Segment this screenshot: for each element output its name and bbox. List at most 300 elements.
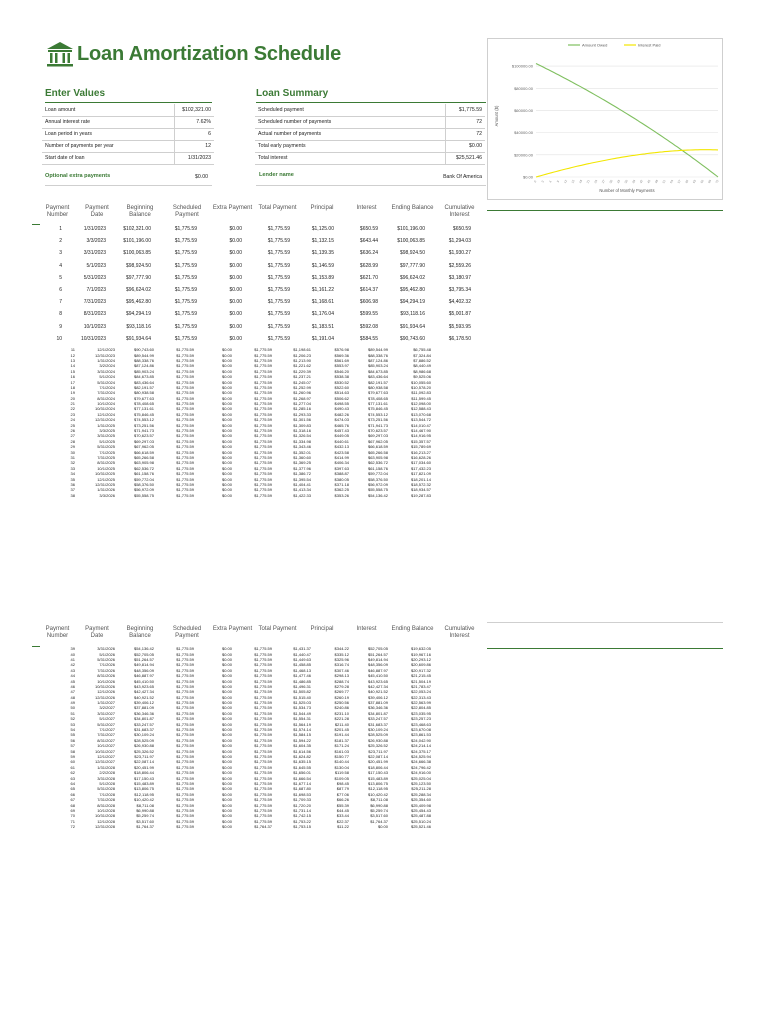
schedule-cell: $1,775.59 [254,802,272,808]
input-label: Start date of loan [42,152,174,164]
schedule-cell: $1,404.41 [293,481,311,487]
schedule-cell: $14,916.95 [410,433,431,439]
schedule-cell: $1,624.82 [293,754,311,759]
input-value[interactable]: $102,321.00 [174,104,214,116]
schedule-cell: $0.00 [221,406,232,412]
schedule-cell: $23,670.08 [410,727,431,733]
schedule-cell: $6,755.48 [413,347,431,353]
schedule-cell: $74,553.12 [133,417,154,423]
input-value[interactable]: 1/31/2023 [174,152,214,164]
schedule-cell: $1,775.59 [254,428,272,434]
schedule-cell: $1,775.59 [176,428,194,434]
schedule-cell: $21,504.19 [410,678,431,684]
schedule-cell: $0.00 [221,732,232,738]
schedule-cell: $1,775.59 [174,262,197,269]
schedule-cell: $15,789.69 [410,444,431,450]
y-tick-label: $20000.00 [514,152,533,158]
schedule-cell: $1,775.59 [176,678,194,684]
schedule-cell: 37 [70,487,75,493]
schedule-cell: $67,962.05 [133,444,154,450]
schedule-cell: $89,544.99 [367,347,388,353]
schedule-cell: 1/31/2028 [97,764,115,770]
schedule-cell: $1,168.61 [311,299,334,306]
col-header: Ending Balance [391,626,434,632]
schedule-cell: $0.00 [221,390,232,396]
page-title: Loan Amortization Schedule [77,42,342,65]
schedule-cell: 26 [70,428,75,434]
schedule-cell: $25,521.46 [410,824,431,830]
schedule-cell: $1,775.59 [176,384,194,390]
schedule-cell: $12,118.95 [134,791,154,797]
x-tick-label: 60 [684,179,690,184]
schedule-cell: $33,247.57 [367,716,388,722]
schedule-cell: $1,753.15 [293,824,311,830]
schedule-cell: $457.43 [334,428,349,434]
schedule-cell: $1,153.89 [311,274,334,281]
schedule-cell: $95,462.80 [125,299,151,306]
schedule-cell: $1,775.59 [254,487,272,493]
schedule-cell: $23,711.97 [134,754,154,759]
schedule-cell: $584.55 [359,335,378,342]
input-value[interactable]: 12 [174,140,214,152]
schedule-cell: $17,150.43 [367,770,388,776]
schedule-cell: $1,775.59 [254,770,272,776]
schedule-cell: $93,118.16 [126,323,151,330]
schedule-cell: $1,775.59 [176,716,194,722]
schedule-cell: $1,775.59 [176,471,194,477]
schedule-cell: $0.00 [221,401,232,407]
schedule-cell: $8,711.08 [136,802,154,808]
schedule-cell: 3/31/2023 [83,250,106,257]
schedule-cell: $19,632.05 [410,646,431,652]
schedule-cell: $1,775.59 [254,710,272,716]
col-header: Payment Date [85,626,109,639]
schedule-cell: $1,369.25 [293,460,311,466]
schedule-cell: $48,356.09 [367,662,388,668]
summary-row [255,140,485,152]
schedule-cell: $33.44 [336,813,349,819]
schedule-cell: $1,594.22 [293,737,311,743]
col-header: Total Payment [258,626,297,632]
x-tick-label: 3 [540,179,545,184]
schedule-cell: $82,191.57 [133,384,154,390]
schedule-cell: $1,775.59 [254,411,272,417]
schedule-cell: 3/3/2026 [99,492,115,498]
schedule-cell: 6 [59,287,62,294]
schedule-cell: $0.00 [221,818,232,824]
schedule-cell: $30,109.24 [367,727,388,733]
header-marker-2 [32,646,40,647]
schedule-cell: $1,377.96 [293,465,311,471]
schedule-cell: 62 [70,770,75,776]
schedule-cell: $22.37 [336,818,349,824]
schedule-cell: $1,775.59 [254,662,272,668]
summary-row [255,152,485,164]
schedule-cell: 35 [70,476,75,482]
schedule-cell: $22,087.14 [367,754,388,759]
schedule-cell: $1,775.59 [176,476,194,482]
schedule-cell: 5/1/2027 [99,716,115,722]
schedule-cell: $11,092.83 [411,390,431,396]
schedule-cell: $1,775.59 [176,662,194,668]
schedule-cell: $1,775.59 [176,646,194,652]
schedule-cell: $1,775.59 [254,667,272,673]
schedule-cell: $87.79 [336,786,349,792]
schedule-cell: $1,564.19 [293,721,311,727]
schedule-cell: $1,775.59 [267,250,290,257]
schedule-cell: $98,924.50 [125,262,151,269]
schedule-cell: $5,259.74 [136,813,154,819]
schedule-cell: 1/31/2027 [97,700,115,706]
schedule-cell: $1,544.49 [293,710,311,716]
schedule-cell: $25,354.60 [410,797,431,803]
schedule-cell: $13,070.68 [410,411,431,417]
schedule-cell: $85,903.24 [367,363,388,369]
schedule-cell: $0.00 [221,797,232,803]
schedule-cell: 8/31/2028 [97,802,115,808]
schedule-cell: $0.00 [221,347,232,353]
schedule-cell: $22,563.99 [410,700,431,706]
input-value[interactable]: 7.62% [174,116,214,128]
schedule-cell: $0.00 [229,335,242,342]
schedule-cell: 1/31/2026 [97,487,115,493]
schedule-cell: $7,324.84 [413,352,431,358]
header-rule-2b [487,622,723,623]
schedule-cell: $45,410.50 [133,678,154,684]
schedule-cell: 12/1/2023 [97,347,115,353]
schedule-cell: $1,687.80 [293,786,311,792]
schedule-cell: $1,775.59 [176,705,194,711]
schedule-cell: $1,764.37 [370,818,388,824]
schedule-row [40,321,471,333]
schedule-cell: $90,743.60 [133,347,154,353]
schedule-cell: 10 [56,335,62,342]
schedule-cell: $0.00 [229,238,242,245]
schedule-cell: $15,483.89 [133,780,154,786]
schedule-cell: $70,623.57 [133,433,154,439]
col-header: Extra Payment [212,205,253,211]
schedule-cell: $1,458.85 [293,662,311,668]
schedule-cell: $0.00 [221,807,232,813]
schedule-cell: $25,288.34 [410,791,431,797]
col-header: Extra Payment [212,626,253,632]
col-header: Beginning Balance [126,626,154,639]
schedule-cell: $465.76 [334,422,349,428]
schedule-cell: $0.00 [221,455,232,460]
schedule-cell: $1,775.59 [176,802,194,808]
loan-summary-heading: Loan Summary [256,88,329,99]
schedule-cell: $1,294.03 [448,238,471,245]
schedule-cell: 2 [59,238,62,245]
schedule-cell: $49,814.94 [133,662,154,668]
schedule-cell: $46,887.97 [133,673,154,679]
schedule-cell: 68 [70,802,75,808]
col-header: Interest [356,626,377,632]
schedule-cell: $1,775.59 [176,737,194,743]
schedule-cell: $1,775.59 [254,433,272,439]
schedule-cell: $52,705.05 [367,646,388,652]
schedule-cell: $56,972.09 [133,487,154,493]
input-row [42,128,214,140]
schedule-cell: $28,525.09 [367,732,388,738]
schedule-cell: $0.00 [221,476,232,482]
schedule-cell: $8,711.08 [370,797,388,803]
schedule-cell: $78,408.65 [367,395,388,401]
schedule-cell: 54 [70,727,75,733]
schedule-cell: $1,775.59 [254,481,272,487]
schedule-cell: $0.00 [221,438,232,444]
schedule-cell: $1,496.31 [293,683,311,689]
schedule-cell: $1,775.59 [176,656,194,662]
schedule-cell: 10/1/2025 [97,465,115,471]
schedule-cell: $1,468.13 [293,667,311,673]
x-tick-label: 33 [615,179,622,184]
schedule-cell: $221.28 [334,716,349,722]
schedule-cell: $1,775.59 [254,780,272,786]
schedule-cell: $0.00 [229,226,242,233]
schedule-cell: 16 [70,374,75,380]
schedule-cell: $48,356.09 [133,667,154,673]
schedule-cell: 25 [70,422,75,428]
schedule-cell: $85,903.24 [133,368,154,374]
schedule-cell: 10/31/2027 [94,748,115,754]
schedule-cell: $1,775.59 [254,449,272,455]
schedule-cell: $380.05 [334,476,349,482]
schedule-cell: $39,406.12 [367,694,388,700]
schedule-cell: $66.26 [336,797,349,803]
schedule-cell: $31,683.37 [133,727,154,733]
schedule-cell: 8/31/2025 [97,460,115,466]
schedule-cell: 12/31/2023 [94,352,115,358]
schedule-cell: $30,109.24 [133,732,154,738]
schedule-row [40,308,471,320]
schedule-cell: $1,775.59 [267,238,290,245]
schedule-cell: $1,775.59 [254,694,272,700]
input-row [42,104,214,116]
schedule-cell: $388.87 [334,471,349,477]
header-marker [32,224,40,225]
schedule-cell: $538.38 [334,374,349,380]
schedule-cell: $22,804.85 [410,705,431,711]
schedule-cell: $37,881.09 [367,700,388,706]
schedule-cell: $23,711.97 [368,748,388,754]
schedule-cell: $1,775.59 [254,813,272,819]
schedule-cell: $0.00 [221,700,232,706]
schedule-cell: $10,055.60 [410,379,431,385]
schedule-cell: $1,309.83 [293,422,311,428]
schedule-cell: $546.20 [334,368,349,374]
schedule-cell: $325.96 [334,656,349,662]
schedule-cell: 12/1/2024 [97,411,115,417]
schedule-cell: $59,772.04 [367,471,388,477]
schedule-cell: 7/1/2023 [86,287,106,294]
schedule-cell: 63 [70,775,75,781]
series-line-interest-paid [536,150,718,177]
schedule-cell: $0.00 [221,363,232,369]
schedule-cell: $1,775.59 [254,743,272,749]
schedule-cell: $1,775.59 [254,347,272,353]
schedule-cell: $0.00 [221,368,232,374]
schedule-cell: 23 [70,411,75,417]
schedule-cell: $1,198.61 [293,347,311,353]
schedule-cell: $2,559.26 [448,262,471,269]
schedule-cell: $161.03 [334,748,349,754]
schedule-cell: $8,440.49 [413,363,431,369]
schedule-cell: 5/1/2028 [99,780,115,786]
schedule-cell: $0.00 [221,694,232,700]
schedule-cell: $1,252.99 [293,384,311,390]
lender-value[interactable]: Bank Of America [443,174,482,180]
schedule-cell: $1,775.59 [254,444,272,450]
schedule-cell: $1,574.14 [293,727,311,733]
schedule-cell: $0.00 [221,428,232,434]
schedule-cell: $0.00 [221,764,232,770]
schedule-cell: $8,986.68 [413,368,431,374]
schedule-cell: 8/31/2023 [83,311,106,318]
schedule-cell: $1,698.53 [293,791,311,797]
legend-label: Amount Owed [582,42,608,48]
schedule-cell: $1,191.04 [311,335,334,342]
x-tick-label: 27 [600,179,606,184]
schedule-cell: $20,917.32 [410,667,431,673]
schedule-cell: $1,775.59 [176,368,194,374]
schedule-cell: 28 [70,438,75,444]
schedule-cell: $96,624.02 [125,287,151,294]
col-header: Total Payment [258,205,297,211]
schedule-cell: $0.00 [377,824,388,830]
schedule-cell: $614.37 [359,287,378,294]
schedule-cell: 5/31/2025 [97,444,115,450]
schedule-cell: $1,139.35 [311,250,334,257]
input-label: Loan period in years [42,128,174,140]
schedule-cell: $181.37 [334,737,349,743]
schedule-cell: $1,775.59 [176,818,194,824]
schedule-cell: $84,673.85 [367,368,388,374]
y-tick-label: $0.00 [522,174,533,180]
schedule-cell: 3/3/2023 [86,238,106,245]
schedule-cell: $18,572.32 [410,481,431,487]
schedule-cell: $1,775.59 [176,487,194,493]
schedule-cell: $1,775.59 [176,786,194,792]
schedule-cell: $5,593.95 [448,323,471,330]
legend-label: Interest Paid [638,42,661,48]
schedule-cell: $0.00 [221,689,232,695]
schedule-cell: $23,257.23 [410,716,431,722]
schedule-cell: $6,990.88 [370,802,388,808]
schedule-header-2 [37,626,487,640]
schedule-cell: $606.98 [359,299,378,306]
schedule-cell: 40 [70,651,75,657]
schedule-cell: $69,297.03 [133,438,154,444]
schedule-cell: $25,409.98 [410,802,431,808]
schedule-cell: $1,176.04 [311,311,334,318]
schedule-cell: $1,775.59 [254,395,272,401]
schedule-cell: $0.00 [221,471,232,477]
schedule-cell: $65,266.58 [367,449,388,455]
summary-label: Total interest [255,152,445,164]
schedule-cell: 24 [70,417,75,423]
schedule-cell: $1,775.59 [174,335,197,342]
schedule-cell: $1,268.97 [293,395,311,401]
schedule-cell: 12/31/2025 [94,481,115,487]
schedule-cell: $55,558.75 [133,492,154,498]
schedule-cell: $650.59 [452,226,471,233]
schedule-row [40,247,471,259]
schedule-cell: $1,775.59 [254,775,272,781]
x-tick-label: 66 [699,179,705,184]
schedule-cell: $119.58 [334,770,349,776]
schedule-cell: $0.00 [221,411,232,417]
x-tick-label: 9 [555,179,561,184]
schedule-cell: $61,158.76 [133,471,154,477]
schedule-cell: $22,053.24 [410,689,431,695]
input-row [42,152,214,164]
schedule-cell: $1,775.59 [254,651,272,657]
schedule-cell: $0.00 [221,662,232,668]
schedule-cell: $1,775.59 [176,748,194,754]
schedule-cell: 49 [70,700,75,706]
header-rule-2 [487,648,723,649]
schedule-cell: $73,251.56 [367,417,388,423]
schedule-cell: $0.00 [221,721,232,727]
input-value[interactable]: 6 [174,128,214,140]
schedule-cell: $371.18 [334,481,349,487]
schedule-cell: $34,801.87 [133,716,154,722]
schedule-cell: $79,677.63 [367,390,388,396]
schedule-cell: $1,515.40 [293,694,311,700]
title-row [45,40,341,68]
schedule-cell: 10/1/2028 [97,807,115,813]
schedule-cell: $1,318.16 [293,428,311,434]
schedule-cell: $1,584.15 [293,732,311,738]
schedule-cell: 33 [70,465,75,471]
schedule-cell: $5,001.87 [448,311,471,318]
summary-value: $25,521.46 [445,152,485,164]
schedule-cell: $1,334.98 [293,438,311,444]
schedule-cell: $25,487.88 [410,813,431,819]
schedule-cell: $1,775.59 [176,433,194,439]
schedule-cell: 34 [70,471,75,477]
schedule-cell: $11.22 [337,824,349,830]
schedule-cell: $1,395.54 [293,476,311,482]
schedule-cell: $1,775.59 [176,395,194,401]
col-header: Cumulative Interest [444,626,475,639]
schedule-cell: $97,777.90 [125,274,151,281]
schedule-cell: $55.39 [336,802,349,808]
schedule-cell: $1,413.34 [293,487,311,493]
schedule-cell: $1,604.35 [293,743,311,749]
x-tick-label: 45 [646,179,652,184]
col-header: Ending Balance [391,205,434,211]
schedule-cell: $1,775.59 [254,379,272,385]
schedule-cell: $12,588.43 [410,406,431,412]
x-tick-label: 69 [706,179,713,184]
summary-row [255,104,485,116]
schedule-cell: $201.45 [334,727,349,733]
schedule-cell: 3/31/2025 [97,433,115,439]
schedule-cell: $0.00 [221,759,232,765]
schedule-cell: $0.00 [221,433,232,439]
schedule-cell: 69 [70,807,75,813]
schedule-cell: $0.00 [221,813,232,819]
col-header: Payment Number [45,626,70,639]
schedule-cell: $0.00 [221,737,232,743]
schedule-cell: $1,775.59 [176,807,194,813]
optional-extra-value[interactable]: $0.00 [195,174,208,180]
schedule-cell: $1,477.46 [293,673,311,679]
schedule-cell: $1,775.59 [176,455,194,460]
schedule-cell: $1,775.59 [254,460,272,466]
